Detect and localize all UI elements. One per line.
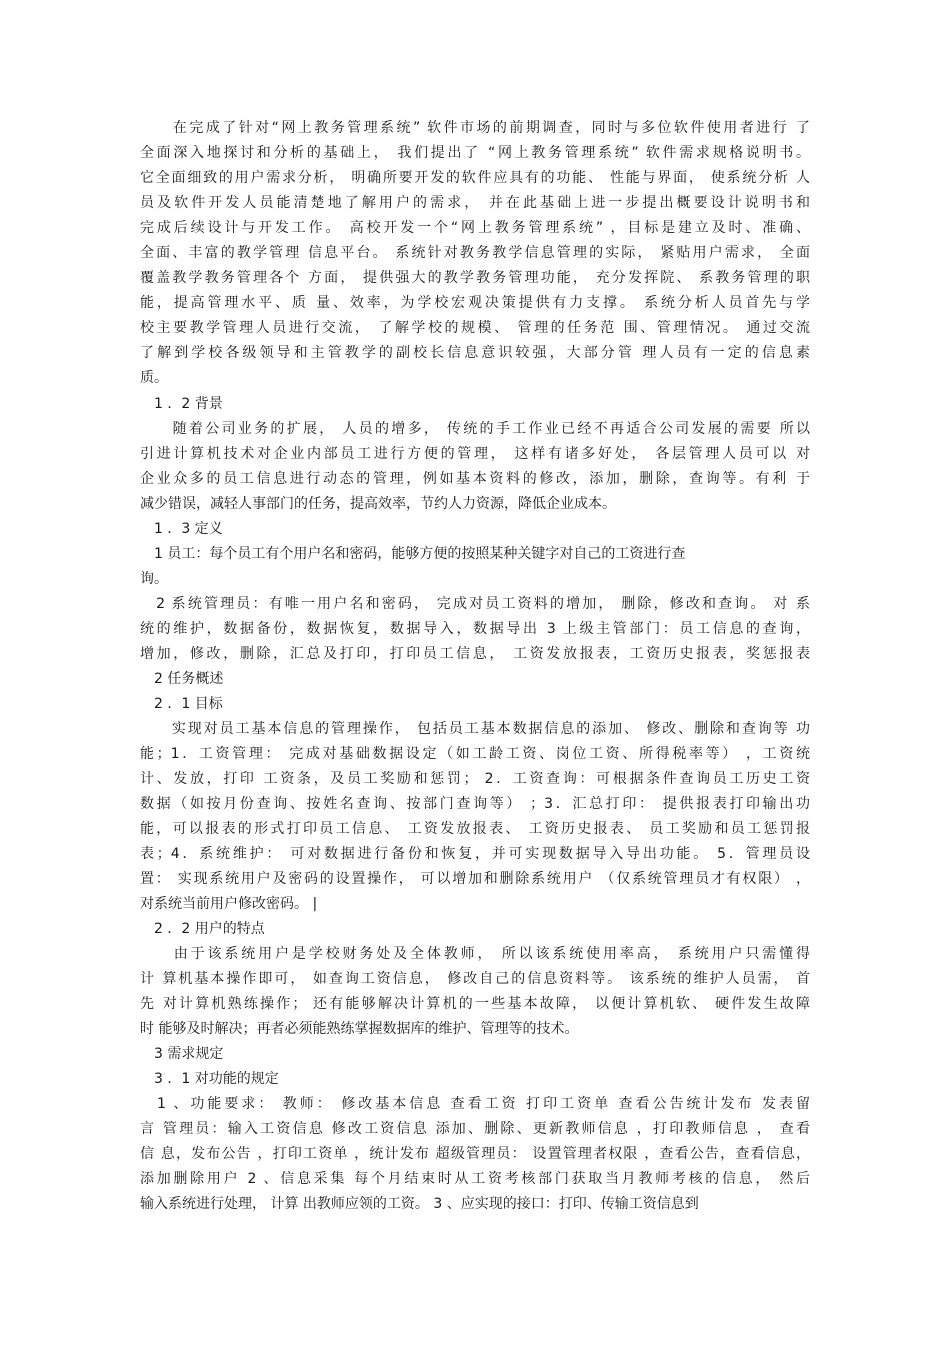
text-line: 实现对员工基本信息的管理操作， 包括员工基本数据信息的添加、 修改、删除和查询等 功	[140, 721, 810, 737]
text-line: 能，提高管理水平、质 量、效率，为学校宏观决策提供有力支撑。 系统分析人员首先与学	[140, 295, 810, 311]
text-line: 先 对计算机熟练操作； 还有能够解决计算机的一些基本故障， 以便计算机软、 硬件发生故障	[140, 996, 810, 1012]
text-line: 计 算机基本操作即可， 如查询工资信息， 修改自己的信息资料等。 该系统的维护人员需， 首	[140, 971, 810, 987]
text-line: 数据（如按月份查询、按姓名查询、按部门查询等） ；3．汇总打印： 提供报表打印输出功	[140, 796, 810, 812]
text-line: 2 系统管理员：有唯一用户名和密码， 完成对员工资料的增加， 删除，修改和查询。 对 系	[140, 596, 810, 612]
text-line: 全面深入地探讨和分析的基础上， 我们提出了 “网上教务管理系统” 软件需求规格说明书。	[140, 145, 810, 161]
text-line: 校主要教学管理人员进行交流， 了解学校的规模、 管理的任务范 围、管理情况。 通过交流	[140, 320, 810, 336]
section-heading: 2 ．1 目标	[140, 696, 223, 712]
text-line: 质。	[140, 370, 168, 386]
section-heading: 3 需求规定	[140, 1046, 224, 1062]
text-line: 询。	[140, 571, 168, 587]
text-line: 1 员工：每个员工有个用户名和密码，能够方便的按照某种关键字对自己的工资进行查	[140, 546, 686, 562]
section-heading: 3 ．1 对功能的规定	[140, 1071, 279, 1087]
section-heading: 2 任务概述	[140, 671, 224, 687]
text-line: 统的维护，数据备份，数据恢复，数据导入，数据导出 3 上级主管部门：员工信息的查询，	[140, 621, 810, 637]
text-line: 随着公司业务的扩展， 人员的增多， 传统的手工作业已经不再适合公司发展的需要 所以	[140, 421, 810, 437]
text-line: 它全面细致的用户需求分析， 明确所要开发的软件应具有的功能、 性能与界面， 使系统分析 人	[140, 170, 810, 186]
text-line: 增加，修改，删除，汇总及打印，打印员工信息， 工资发放报表，工资历史报表，奖惩报表	[140, 646, 810, 662]
text-line: 计、发放，打印 工资条，及员工奖励和惩罚； 2．工资查询：可根据条件查询员工历史工资	[140, 771, 810, 787]
text-line: 信 息，发布公告 ，打印工资单 ，统计发布 超级管理员： 设置管理者权限 ，查看公告，查看信息，	[140, 1146, 810, 1162]
text-line: 表；4．系统维护： 可对数据进行备份和恢复，并可实现数据导入导出功能。 5．管理员设	[140, 846, 810, 862]
text-line: 添加删除用户 2 、信息采集 每个月结束时从工资考核部门获取当月教师考核的信息， 然后	[140, 1171, 810, 1187]
text-line: 由于该系统用户是学校财务处及全体教师， 所以该系统使用率高， 系统用户只需懂得	[140, 946, 810, 962]
text-line: 减少错误，减轻人事部门的任务，提高效率，节约人力资源，降低企业成本。	[140, 496, 616, 512]
text-line: 能，可以报表的形式打印员工信息、 工资发放报表、 工资历史报表、 员工奖励和员工惩罚报	[140, 821, 810, 837]
text-line: 员及软件开发人员能清楚地了解用户的需求， 并在此基础上进一步提出概要设计说明书和	[140, 195, 810, 211]
text-line: 完成后续设计与开发工作。 高校开发一个“网上教务管理系统” ，目标是建立及时、准确、	[140, 220, 810, 236]
text-line: 输入系统进行处理， 计算 出教师应领的工资。 3 、应实现的接口：打印、传输工资信息到	[140, 1196, 699, 1212]
text-line: 覆盖教学教务管理各个 方面， 提供强大的教学教务管理功能， 充分发挥院、 系教务管理的职	[140, 270, 810, 286]
text-line: 能；1．工资管理： 完成对基础数据设定（如工龄工资、岗位工资、所得税率等） ，工资统	[140, 746, 810, 762]
text-line: 引进计算机技术对企业内部员工进行方便的管理， 这样有诸多好处， 各层管理人员可以 对	[140, 446, 810, 462]
text-line: 言 管理员：输入工资信息 修改工资信息 添加、删除、更新教师信息 ，打印教师信息 ， 查看	[140, 1121, 810, 1137]
text-line: 时 能够及时解决；再者必须能熟练掌握数据库的维护、管理等的技术。	[140, 1021, 579, 1037]
text-line: 在完成了针对“网上教务管理系统” 软件市场的前期调查，同时与多位软件使用者进行 了	[140, 120, 810, 136]
section-heading: 2 ．2 用户的特点	[140, 921, 265, 937]
section-heading: 1 ．3 定义	[140, 521, 223, 537]
text-line: 全面、丰富的教学管理 信息平台。 系统针对教务教学信息管理的实际， 紧贴用户需求， 全面	[140, 245, 810, 261]
text-line: 企业众多的员工信息进行动态的管理，例如基本资料的修改，添加，删除，查询等。有利 于	[140, 471, 810, 487]
text-line: 对系统当前用户修改密码。 |	[140, 896, 318, 912]
text-line: 了解到学校各级领导和主管教学的副校长信息意识较强，大部分管 理人员有一定的信息素	[140, 345, 810, 361]
section-heading: 1 ．2 背景	[140, 396, 223, 412]
text-line: 1 、功能要求： 教师： 修改基本信息 查看工资 打印工资单 查看公告统计发布 发表留	[140, 1096, 810, 1112]
text-line: 置： 实现系统用户及密码的设置操作， 可以增加和删除系统用户 （仅系统管理员才有权限） ，	[140, 871, 810, 887]
